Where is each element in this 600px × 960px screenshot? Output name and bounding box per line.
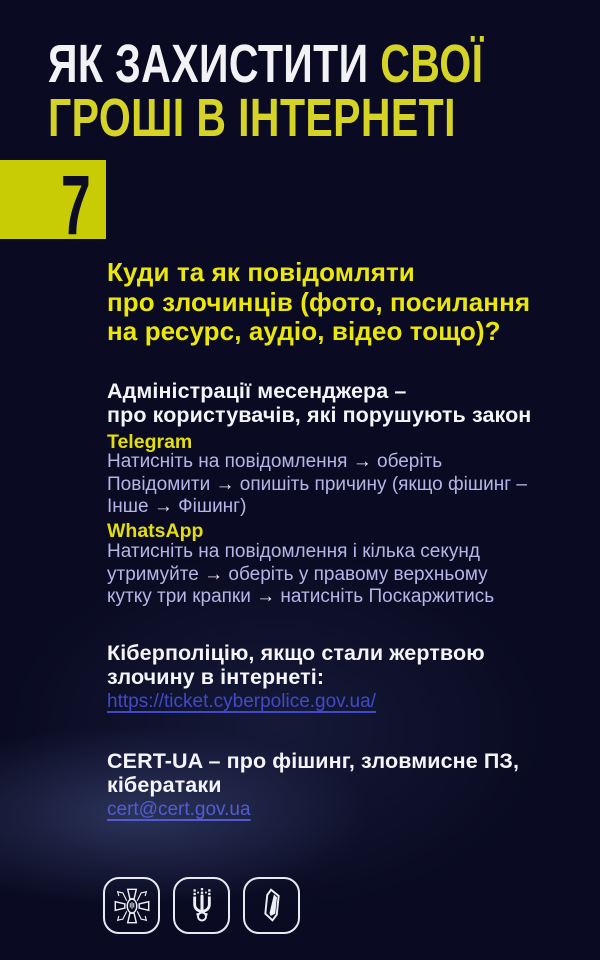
cyberpolice-ticket-link[interactable]: https://ticket.cyberpolice.gov.ua/ xyxy=(107,691,376,712)
page-title xyxy=(48,34,600,148)
whatsapp-label: WhatsApp xyxy=(107,520,204,542)
cert-email-link[interactable]: cert@cert.gov.ua xyxy=(107,799,251,820)
title-line2: ГРОШІ В ІНТЕРНЕТІ xyxy=(48,88,456,148)
whatsapp-instructions: Натисніть на повідомлення і кілька секунд утримуйте → оберіть у правому верхньому кутку три крапки → натисніть Поскаржитись xyxy=(107,541,495,607)
sbu-emblem-icon xyxy=(103,877,160,934)
cyberpolice-section-heading xyxy=(107,641,485,689)
telegram-instructions: Натисніть на повідомлення → оберіть Повідомити → опишіть причину (якщо фішинг – Інше → Фішинг) xyxy=(107,451,527,517)
step-number-block xyxy=(0,158,106,252)
footer-logos xyxy=(103,877,300,934)
question-heading xyxy=(107,258,530,347)
heading-line: Адміністрації месенджера – xyxy=(107,379,407,403)
question-line: на ресурс, аудіо, відео тощо)? xyxy=(107,316,501,346)
step-number: 7 xyxy=(61,158,91,252)
question-line: про злочинців (фото, посилання xyxy=(107,286,531,317)
heading-line: про користувачів, які порушують закон xyxy=(107,403,532,427)
heading-line: кібератаки xyxy=(107,773,222,797)
cert-ua-icon xyxy=(243,877,300,934)
title-line1-white: ЯК ЗАХИСТИТИ xyxy=(48,34,369,94)
question-line: Куди та як повідомляти xyxy=(107,257,415,287)
cert-section-heading xyxy=(107,749,519,797)
title-line1-yellow: СВОЇ xyxy=(368,34,484,94)
heading-line: CERT-UA – про фішинг, зловмисне ПЗ, xyxy=(107,749,520,773)
heading-line: злочину в інтернеті: xyxy=(107,665,325,689)
telegram-label: Telegram xyxy=(107,431,193,453)
messenger-section-heading xyxy=(107,379,531,427)
heading-line: Кіберполіцію, якщо стали жертвою xyxy=(107,641,485,665)
cyberpolice-trident-icon xyxy=(173,877,230,934)
